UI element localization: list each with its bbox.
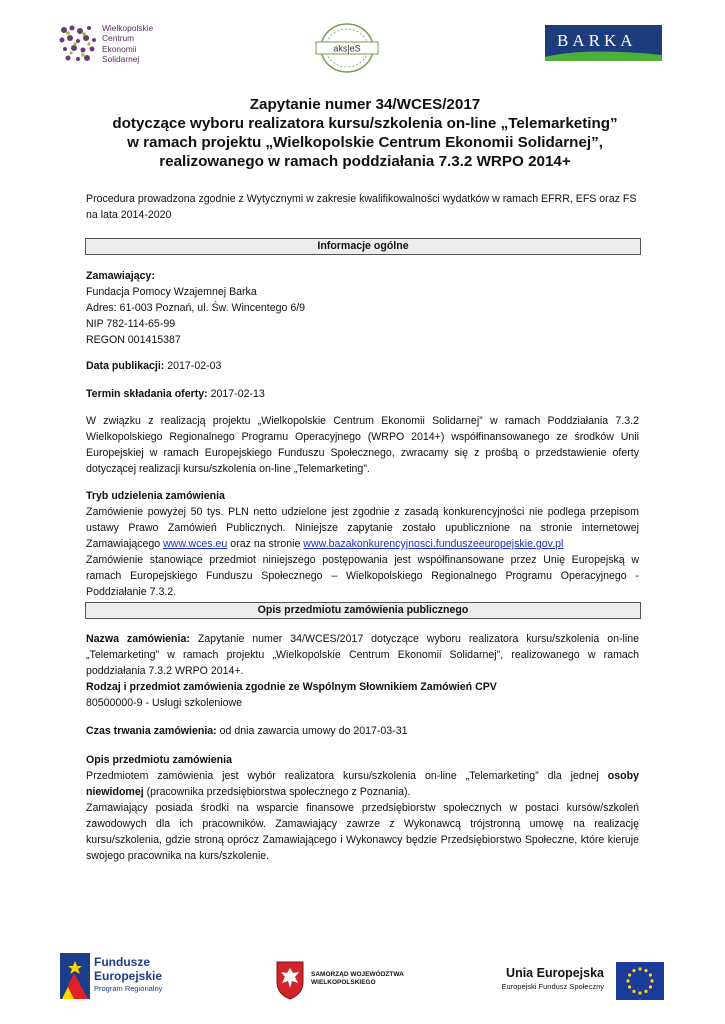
fe-wordmark: [94, 955, 162, 994]
description-text: Przedmiotem zamówienia jest wybór realizatora kursu/szkolenia on-line „Telemarketing” dla jednej: [86, 770, 608, 782]
mode-heading: Tryb udzielenia zamówienia: [86, 490, 225, 502]
wlk-wordmark: [311, 971, 404, 987]
description-p1: [86, 768, 639, 800]
wlk-line1: SAMORZĄD WOJEWÓDZTWA: [311, 971, 404, 978]
orderer-block: [86, 268, 639, 348]
deadline-value: 2017-02-13: [207, 388, 265, 400]
eagle-crest-icon: [275, 960, 305, 1000]
order-name-block: [86, 631, 639, 679]
wces-tree-icon: [56, 22, 100, 66]
document-title: [90, 95, 640, 171]
publication-value: 2017-02-03: [164, 360, 222, 372]
mode-text-part: oraz na stronie: [227, 538, 304, 550]
duration-block: [86, 723, 639, 739]
eu-flag-icon: [616, 962, 664, 1000]
deadline-label: Termin składania oferty:: [86, 388, 208, 400]
wces-logo: [56, 22, 166, 68]
wces-wordmark: [102, 23, 153, 65]
orderer-name: Fundacja Pomocy Wzajemnej Barka: [86, 286, 257, 298]
orderer-address: Adres: 61-003 Poznań, ul. Św. Wincentego 6/9: [86, 302, 306, 314]
title-line: w ramach projektu „Wielkopolskie Centrum Ekonomii Solidarnej”,: [127, 134, 603, 151]
title-line: dotyczące wyboru realizatora kursu/szkolenia on-line „Telemarketing”: [112, 115, 618, 132]
barka-logo: [545, 25, 662, 61]
orderer-nip: NIP 782-114-65-99: [86, 318, 176, 330]
unia-europejska-logo: [476, 962, 666, 1002]
order-name-label: Nazwa zamówienia:: [86, 633, 190, 645]
intro-paragraph: W związku z realizacją projektu „Wielkopolskie Centrum Ekonomii Solidarnej” w ramach Poddziałania 7.3.2 Wielkopolskiego Regionalnego Programu Operacyjnego (WRPO 2014+) współfinansowanego ze środków Unii Europejskiej w ramach Europejskiego Funduszu Społecznego, zwracamy się z prośbą o przedstawienie oferty dotyczącej realizacji kursu/szkolenia on-line „Telemarketing”.: [86, 415, 639, 475]
ue-line2: Europejski Fundusz Społeczny: [501, 982, 604, 991]
publication-label: Data publikacji:: [86, 360, 165, 372]
barka-wordmark: BARKA: [557, 31, 637, 50]
fe-star-icon: [60, 953, 90, 999]
description-block: [86, 752, 639, 864]
offer-deadline: [86, 386, 639, 402]
akses-logo: [302, 22, 392, 74]
mode-text: [86, 504, 639, 552]
akses-seal-icon: [302, 22, 392, 74]
cpv-block: [86, 679, 639, 711]
wces-line: Ekonomii: [102, 43, 137, 54]
orderer-label: Zamawiający:: [86, 270, 155, 282]
ue-line1: Unia Europejska: [506, 966, 604, 980]
mode-block: [86, 488, 639, 600]
duration-value: od dnia zawarcia umowy do 2017-03-31: [216, 725, 408, 737]
orderer-regon: REGON 001415387: [86, 334, 181, 346]
description-text: (pracownika przedsiębiorstwa społecznego z Poznania).: [143, 786, 411, 798]
section-header-general-info: Informacje ogólne: [85, 238, 641, 255]
ue-wordmark: [476, 966, 604, 992]
fe-line1: Fundusze: [94, 955, 150, 969]
baza-konkurencyjnosci-link[interactable]: www.bazakonkurencyjnosci.funduszeeuropejskie.gov.pl: [303, 538, 564, 550]
fundusze-europejskie-logo: [60, 953, 190, 1003]
wces-line: Wielkopolskie: [102, 23, 154, 33]
wlk-line2: WIELKOPOLSKIEGO: [311, 979, 376, 986]
wces-line: Solidarnej: [102, 54, 140, 65]
order-name-text: Zapytanie numer 34/WCES/2017 dotyczące wyboru realizatora kursu/szkolenia on-line „Telemarketing” w ramach projektu „Wielkopolskie Centrum Ekonomii Solidarnej”, realizowanego w ramach poddziałania 7.3.2 WRPO 2014+.: [86, 633, 639, 677]
publication-date: [86, 358, 639, 374]
fe-line2: Europejskie: [94, 969, 163, 983]
description-p2: Zamawiający posiada środki na wsparcie finansowe przedsiębiorstw społecznych w postaci kursów/szkoleń zawodowych dla ich pracowników. Zamawiający zawrze z Wykonawcą trójstronną umowę na realizację kursu/szkolenia, gdzie stroną oprócz Zamawiającego i Wykonawcy będzie Przedsiębiorstwo Społeczne, które kieruje swojego pracownika na kurs/szkolenie.: [86, 802, 639, 862]
title-line: realizowanego w ramach poddziałania 7.3.2 WRPO 2014+: [159, 153, 571, 170]
duration-label: Czas trwania zamówienia:: [86, 725, 217, 737]
cpv-value: 80500000-9 - Usługi szkoleniowe: [86, 697, 243, 709]
akses-label: aks|eS: [333, 43, 361, 54]
fe-line3: Program Regionalny: [94, 984, 163, 993]
barka-wave-icon: [545, 49, 662, 61]
procedure-note: Procedura prowadzona zgodnie z Wytycznymi w zakresie kwalifikowalności wydatków w ramach EFRR, EFS oraz FS na lata 2014-2020: [86, 193, 637, 221]
description-emphasis: osoby niewidomej: [86, 770, 639, 798]
mode-text-part: Zamówienie powyżej 50 tys. PLN netto udzielone jest zgodnie z zasadą konkurencyjności nie podlega przepisom ustawy Prawo Zamówień Publicznych. Niniejsze zapytanie zostało upublicznione na stronie internetowej Zamawiającego: [86, 506, 639, 550]
cpv-heading: Rodzaj i przedmiot zamówienia zgodnie ze Wspólnym Słownikiem Zamówień CPV: [86, 681, 497, 693]
mode-cofinancing: Zamówienie stanowiące przedmiot niniejszego postępowania jest współfinansowane przez Unię Europejską w ramach Europejskiego Funduszu Społecznego – Wielkopolskiego Regionalnego Programu Operacyjnego - Poddziałanie 7.3.2.: [86, 554, 639, 598]
wces-line: Centrum: [102, 33, 135, 44]
section-header-order-description: Opis przedmiotu zamówienia publicznego: [85, 602, 641, 619]
title-line: Zapytanie numer 34/WCES/2017: [249, 96, 481, 113]
description-heading: Opis przedmiotu zamówienia: [86, 754, 232, 766]
wces-website-link[interactable]: www.wces.eu: [163, 538, 228, 550]
samorzad-wojewodztwa-logo: [275, 960, 425, 1000]
